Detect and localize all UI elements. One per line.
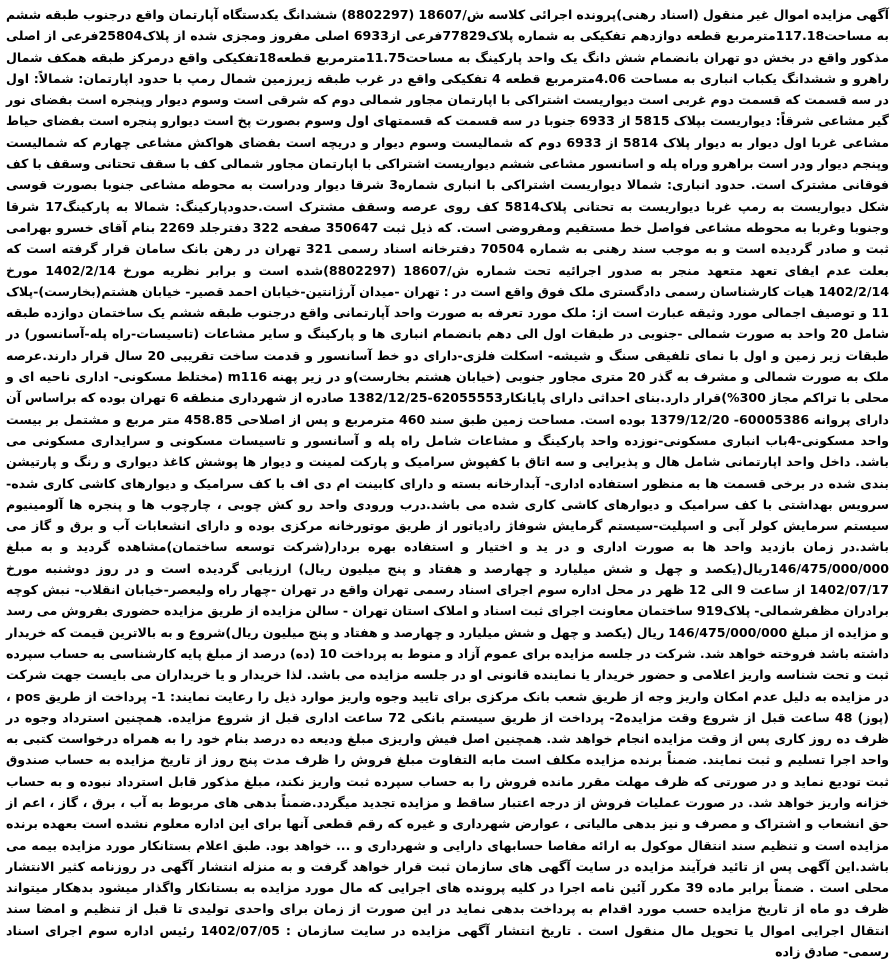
auction-notice-text: آگهی مزایده اموال غیر منقول (اسناد رهنی)پرونده اجرائی کلاسه ش/18607 (8802297) ششدانگ یکدستگاه آپارتمان واقع درجنوب طبقه ششم به مساحت117.18مترمربع قطعه دوازدهم تفکیکی به شماره پلاک77829فرعی از6933 اصلی مفروز ومجزی شده از پلاک25804فرعی از اصلی مذکور واقع در بخش دو تهران بانضمام شش دانگ یک واحد پارکینگ به مساحت11.75مترمربع قطعه18تفکیکی واقع درمرکز طبقه همکف شمال راهرو و ششدانگ یکباب انباری به مساحت 4.06مترمربع قطعه 4 تفکیکی واقع در غرب طبقه زیرزمین شمال رمپ با حدود اپارتمان: شمالاً: اول در سه قسمت که قسمت دوم غربی است دیواریست اشتراکی با اپارتمان مجاور شمالی دوم که شرقی است وسوم دیوار وپنجره است بفضای نور گیر مشاعی شرقاً: دیواریست بپلاک 5815 از 6933 جنوبا در سه قسمت که قسمتهای اول وسوم بصورت پخ است دیوارو پنجره است بفضای حیاط مشاعی غربا اول دیوار به دیوار پلاک 5814 از 6933 دوم که شمالیست وسوم دیوار و دریچه است بفضای هواکش مشاعی چهارم که شمالیست وپنجم دیوار ودر است براهرو وراه پله و اسانسور مشاعی ششم دیواریست اشتراکی با اپارتمان مجاور شمالی کف با سقف تحتانی وسقف با کف فوقانی مشترک است. حدود انباری: شمالا دیواریست اشتراکی با انباری شماره3 شرقا دیوار ودراست به محوطه مشاعی جنوبا بصورت قوسی شکل دیواریست به رمپ غربا دیواریست به تحتانی پلاک5814 کف روی عرصه وسقف مشترک است.حدودپارکینگ: شمالا به پارکینگ17 شرقا وجنوبا وغربا به محوطه مشاعی فواصل خط مستقیم ومفروضی است. که ذیل ثبت 350647 صفحه 322 دفترجلد 2269 بنام آقای خسرو بهرامی ثبت و صادر گردیده است و به موجب سند رهنی به شماره 70504 دفترخانه اسناد رسمی 321 تهران در رهن بانک سامان قرار گرفته است که بعلت عدم ایفای تعهد متعهد منجر به صدور اجرائیه تحت شماره ش/18607 (8802297)شده است و برابر نظریه مورخ 1402/2/14 مورخ 1402/2/14 هیات کارشناسان رسمی دادگستری ملک فوق واقع است در : تهران -میدان آرژانتین-خیابان احمد قصیر- خیابان هشتم(بخارست)-پلاک 11 و توصیف اجمالی مورد وثیقه عبارت است از: ملک مورد تعرفه به صورت واحد آپارتمانی واقع درجنوب طبقه ششم یک ساختمان دوازده طبقه شامل 20 واحد به صورت شمالی -جنوبی در طبقات اول الی دهم بانضمام انباری ها و پارکینگ و سایر مشاعات (تاسیسات-راه پله-آسانسور) در طبقات زیر زمین و اول با نمای تلفیقی سنگ و شیشه- اسکلت فلزی-دارای دو خط آسانسور و قدمت ساخت تقریبی 20 سال قرار دارند.عرصه ملک به صورت شمالی و مشرف به گذر 20 متری مجاور جنوبی (خیابان هشتم بخارست)و در زیر پهنه m116 (مختلط مسکونی- اداری ناحیه ای و محلی با تراکم مجاز 300%)قرار دارد.بنای احداثی دارای پایانکار62055553-1382/12/25 صادره از شهرداری منطقه 6 تهران بوده که براساس آن دارای پروانه 60005386- 1379/12/20 بوده است. مساحت زمین طبق سند 460 مترمربع و پس از اصلاحی 458.85 متر مربع و مشتمل بر بیست واحد مسکونی-4باب انباری مسکونی-نوزده واحد پارکینگ و مشاعات شامل راه پله و آسانسور و تاسیسات مسکونی و سرایداری مسکونی می باشد. داخل واحد اپارتمانی شامل هال و پذیرایی و سه اتاق با کفپوش سرامیک و پارکت لمینت و دیوار ها پوشش کاغذ دیواری و رنگ و پارتیشن بندی شده در برخی قسمت ها به منظور استفاده اداری- آبدارخانه بسته و دارای کابینت ام دی اف با کف سرامیک و دیوارهای کاشی کاری شده-سرویس بهداشتی با کف سرامیک و دیوارهای کاشی کاری شده می باشد.درب ورودی واحد رو کش چوبی ، چارچوب ها و پنجره ها آلومینیوم سیستم سرمایش کولر آبی و اسپلیت-سیستم گرمایش شوفاژ رادیاتور از طریق موتورخانه مرکزی بوده و دارای انشعابات آب و برق و گاز می باشد.در زمان بازدید واحد ها به صورت اداری و در ید و اختیار و استفاده بهره بردار(شرکت توسعه ساختمان)مشاهده گردید و به مبلغ 146/475/000/000ریال(یکصد و چهل و شش میلیارد و چهارصد و هفتاد و پنج میلیون ریال) ارزیابی گردیده است و در روز دوشنبه مورخ 1402/07/17 از ساعت 9 الی 12 ظهر در محل اداره سوم اجرای اسناد رسمی تهران واقع در تهران -چهار راه ولیعصر-خیابان انقلاب- نبش کوچه برادران مظفرشمالی- پلاک919 ساختمان معاونت اجرای ثبت اسناد و املاک استان تهران - سالن مزایده از طریق مزایده حضوری بفروش می رسد و مزایده از مبلغ 146/475/000/000 ریال (یکصد و چهل و شش میلیارد و چهارصد و هفتاد و پنج میلیون ریال)شروع و به بالاترین قیمت که خریدار داشته باشد فروخته خواهد شد. شرکت در جلسه مزایده برای عموم آزاد و منوط به پرداخت 10 (ده) درصد از مبلغ پایه کارشناسی به حساب سپرده ثبت و تحت شناسه واریز اعلامی و حضور خریدار یا نماینده قانونی او در جلسه مزایده می باشد. لذا خریدار و یا خریداران می بایست جهت شرکت در مزایده به دلیل عدم امکان واریز وجه از طریق شعب بانک مرکزی برای تایید وجوه واریز موارد ذیل را رعایت نمایند: 1- پرداخت از طریق pos ، (پوز) 48 ساعت قبل از شروع وقت مزایده2- پرداخت از طریق سیستم بانکی 72 ساعت اداری قبل از شروع مزایده. همچنین استرداد وجوه در ظرف ده روز کاری پس از وقت مزایده انجام خواهد شد. همچنین اصل فیش واریزی مبلغ ودیعه ده درصد بنام خود را به همراه درخواست کتبی به واحد اجرا تسلیم و ثبت نمایند. ضمناً برنده مزایده مکلف است مابه التفاوت مبلغ فروش را ظرف مدت پنج روز از تاریخ مزایده به حساب صندوق ثبت تودیع نماید و در صورتی که ظرف مهلت مقرر مانده فروش را به حساب سپرده ثبت واریز نکند، مبلغ مذکور قابل استرداد نبوده و به حساب خزانه واریز خواهد شد. در صورت عملیات فروش از درجه اعتبار ساقط و مزایده تجدید میگردد.ضمناً بدهی های مربوط به آب ، برق ، گاز ، اعم از حق انشعاب و اشتراک و مصرف و نیز بدهی مالیاتی ، عوارض شهرداری و غیره که رقم قطعی آنها برای این اداره معلوم نشده است بعهده برنده مزایده است و تنظیم سند انتقال موکول به ارائه مفاصا حسابهای دارایی و شهرداری و ... خواهد بود. طبق اعلام بستانکار مورد مزایده بیمه می باشد.این آگهی پس از تائید فرآیند مزایده در سایت آگهی های سازمان ثبت قرار خواهد گرفت و به منزله انتشار آگهی در روزنامه کثیر الانتشار محلی است . ضمناً برابر ماده 39 مکرر آئین نامه اجرا در کلیه پرونده های اجرایی که مال مورد مزایده به بستانکار واگذار میشود بدهکار میتواند ظرف دو ماه از تاریخ مزایده حسب مورد اقدام به پرداخت بدهی نماید در این صورت از زمان برای واحدی تولیدی تا قبل از تنظیم و امضا سند انتقال اجرایی اموال یا تحویل مال منقول است . تاریخ انتشار آگهی مزایده در سایت سازمان : 1402/07/05 رئیس اداره سوم اجرای اسناد رسمی- صادق زاده	[6, 7, 890, 960]
